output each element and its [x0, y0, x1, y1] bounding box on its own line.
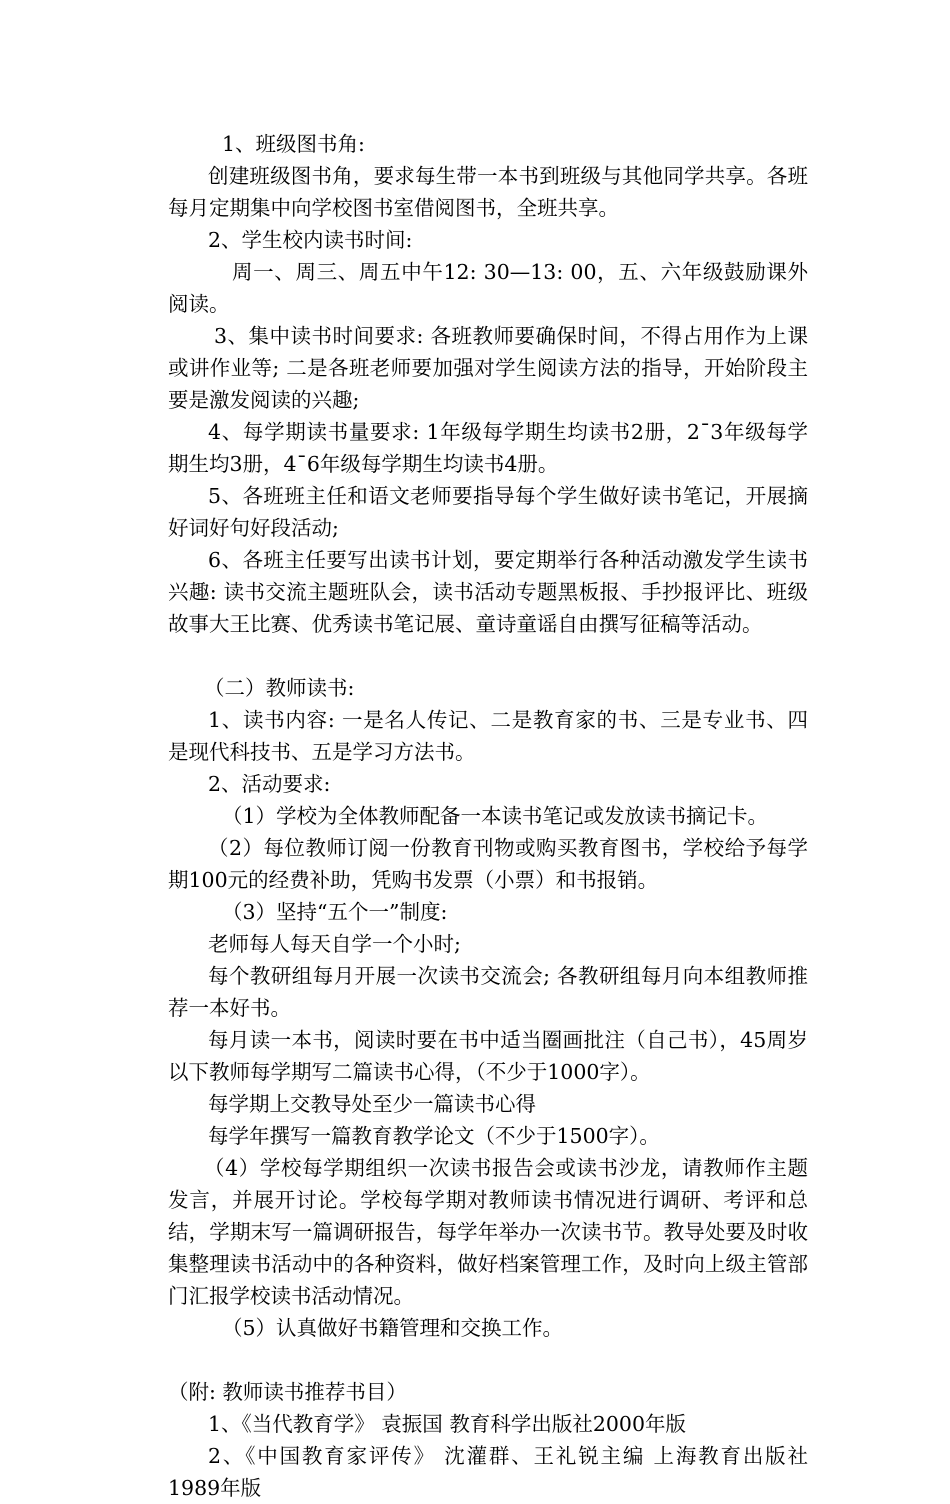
paragraph: 1、读书内容: 一是名人传记、二是教育家的书、三是专业书、四是现代科技书、五是学习方法书。	[168, 708, 808, 764]
paragraph: 每月读一本书，阅读时要在书中适当圈画批注（自己书），45周岁以下教师每学期写二篇读书心得，（不少于1000字）。	[168, 1028, 808, 1084]
document-body	[168, 128, 808, 1504]
blank-line	[168, 1344, 808, 1376]
book-list-item: 2、《中国教育家评传》 沈灌群、王礼锐主编 上海教育出版社1989年版	[168, 1444, 808, 1500]
paragraph: 2、活动要求:	[208, 772, 331, 796]
paragraph: 2、学生校内读书时间:	[208, 228, 413, 252]
paragraph: （4）学校每学期组织一次读书报告会或读书沙龙，请教师作主题发言，并展开讨论。学校每学期对教师读书情况进行调研、考评和总结，学期末写一篇调研报告，每学年举办一次读书节。教导处要及时收集整理读书活动中的各种资料，做好档案管理工作，及时向上级主管部门汇报学校读书活动情况。	[168, 1156, 808, 1308]
appendix-heading: （附: 教师读书推荐书目）	[168, 1380, 407, 1404]
book-list-item: 1、《当代教育学》 袁振国 教育科学出版社2000年版	[208, 1412, 686, 1436]
paragraph: 1、班级图书角:	[222, 132, 365, 156]
paragraph: 老师每人每天自学一个小时;	[208, 932, 461, 956]
paragraph: 每个教研组每月开展一次读书交流会; 各教研组每月向本组教师推荐一本好书。	[168, 964, 808, 1020]
paragraph: 每学期上交教导处至少一篇读书心得	[208, 1092, 536, 1116]
paragraph: （2）每位教师订阅一份教育刊物或购买教育图书，学校给予每学期100元的经费补助，凭购书发票（小票）和书报销。	[168, 836, 808, 892]
paragraph: 周一、周三、周五中午12: 30—13: 00，五、六年级鼓励课外阅读。	[168, 260, 808, 316]
paragraph: 5、各班班主任和语文老师要指导每个学生做好读书笔记，开展摘好词好句好段活动;	[168, 484, 808, 540]
paragraph: （5）认真做好书籍管理和交换工作。	[222, 1316, 564, 1340]
paragraph: （1）学校为全体教师配备一本读书笔记或发放读书摘记卡。	[222, 804, 769, 828]
paragraph: 创建班级图书角，要求每生带一本书到班级与其他同学共享。各班每月定期集中向学校图书室借阅图书，全班共享。	[168, 164, 808, 220]
section-heading: （二）教师读书:	[204, 676, 355, 700]
paragraph: （3）坚持“五个一”制度:	[222, 900, 448, 924]
blank-line	[168, 640, 808, 672]
paragraph: 4、每学期读书量要求: 1年级每学期生均读书2册，2¯3年级每学期生均3册，4¯6年级每学期生均读书4册。	[168, 420, 808, 476]
paragraph: 6、各班主任要写出读书计划，要定期举行各种活动激发学生读书兴趣: 读书交流主题班队会，读书活动专题黑板报、手抄报评比、班级故事大王比赛、优秀读书笔记展、童诗童谣自由撰写征稿等活动。	[168, 548, 808, 636]
paragraph: 每学年撰写一篇教育教学论文（不少于1500字）。	[208, 1124, 660, 1148]
paragraph: 3、集中读书时间要求: 各班教师要确保时间，不得占用作为上课或讲作业等; 二是各班老师要加强对学生阅读方法的指导，开始阶段主要是激发阅读的兴趣;	[168, 324, 808, 412]
